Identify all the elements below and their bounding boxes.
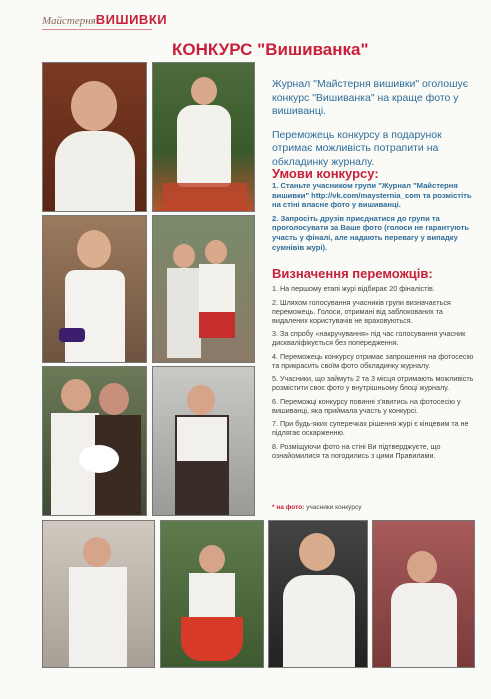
intro-paragraph: Переможець конкурсу в подарунок отримає можливість потрапити на обкладинку журналу. [272,128,442,168]
condition-item: 1. Станьте учасником групи "Журнал "Майстерня вишивки" http://vk.com/mayster​nia_com та розмістіть на стіні власне фото у вишиванці. [272,181,472,210]
photo-caption [272,504,361,511]
header-brand: ВИШИВКИ [95,12,168,27]
rule-item: 3. За спробу «накручування» під час голосування учасник дискваліфікується без попередження. [272,329,466,347]
photo-participant-2 [152,62,255,212]
contest-intro [272,78,477,179]
photo-participant-8 [160,520,264,668]
photo-participant-3 [42,215,147,363]
winners-heading: Визначення переможців: [272,266,433,281]
conditions-list [272,181,479,256]
photo-participant-6 [152,366,255,516]
rule-item: 4. Переможець конкурсу отримає запрошення на фотосесію та прикрасить своїм фото обкладинку журналу. [272,351,474,370]
photo-participant-9 [268,520,368,668]
photo-participant-4 [152,215,255,363]
photo-participant-1 [42,62,147,212]
rule-item: 7. При будь-яких суперечках рішення журі є кінцевим та не підлягає оскарженню. [272,419,469,437]
rule-item: 2. Шляхом голосування учасників групи визначається переможець. Голоси, отримані від заблокованих та видалених користувачів не враховуються. [272,297,451,325]
page-title: КОНКУРС "Вишиванка" [172,40,369,59]
caption-prefix: * на фото: [272,504,305,511]
rule-item: 6. Переможці конкурсу повинні з'явитись на фотосесію у вишиванці, яка приймала участь у конкурсі. [272,396,461,415]
intro-paragraph: Журнал "Майстерня вишивки" оголошує конкурс "Вишиванка" на краще фото у вишиванці. [272,78,469,117]
rule-item: 5. Учасники, що займуть 2 та 3 місця отримають можливість розмістити своє фото у внутрішньому блоці журналу. [272,374,474,392]
photo-participant-7 [42,520,155,668]
photo-participant-5 [42,366,147,516]
photo-participant-10 [372,520,475,668]
header-divider [42,29,152,30]
magazine-header [42,12,167,27]
conditions-heading: Умови конкурсу: [272,166,379,181]
rules-list [272,284,479,464]
caption-text: учасники конкурсу [306,504,362,511]
header-script-text: Майстерня [42,15,96,27]
rule-item: 8. Розміщуючи фото на стіні Ви підтверджуєте, що ознайомилися та погодились з цими Правилами. [272,441,441,460]
rule-item: 1. На першому етапі журі відбирає 20 фіналістів. [272,284,435,293]
condition-item: 2. Запросіть друзів приєднатися до групи та проголосувати за Ваше фото (голоси не гарантують участь у фіналі, але надають перевагу у випадку сумнівів журі). [272,213,469,252]
